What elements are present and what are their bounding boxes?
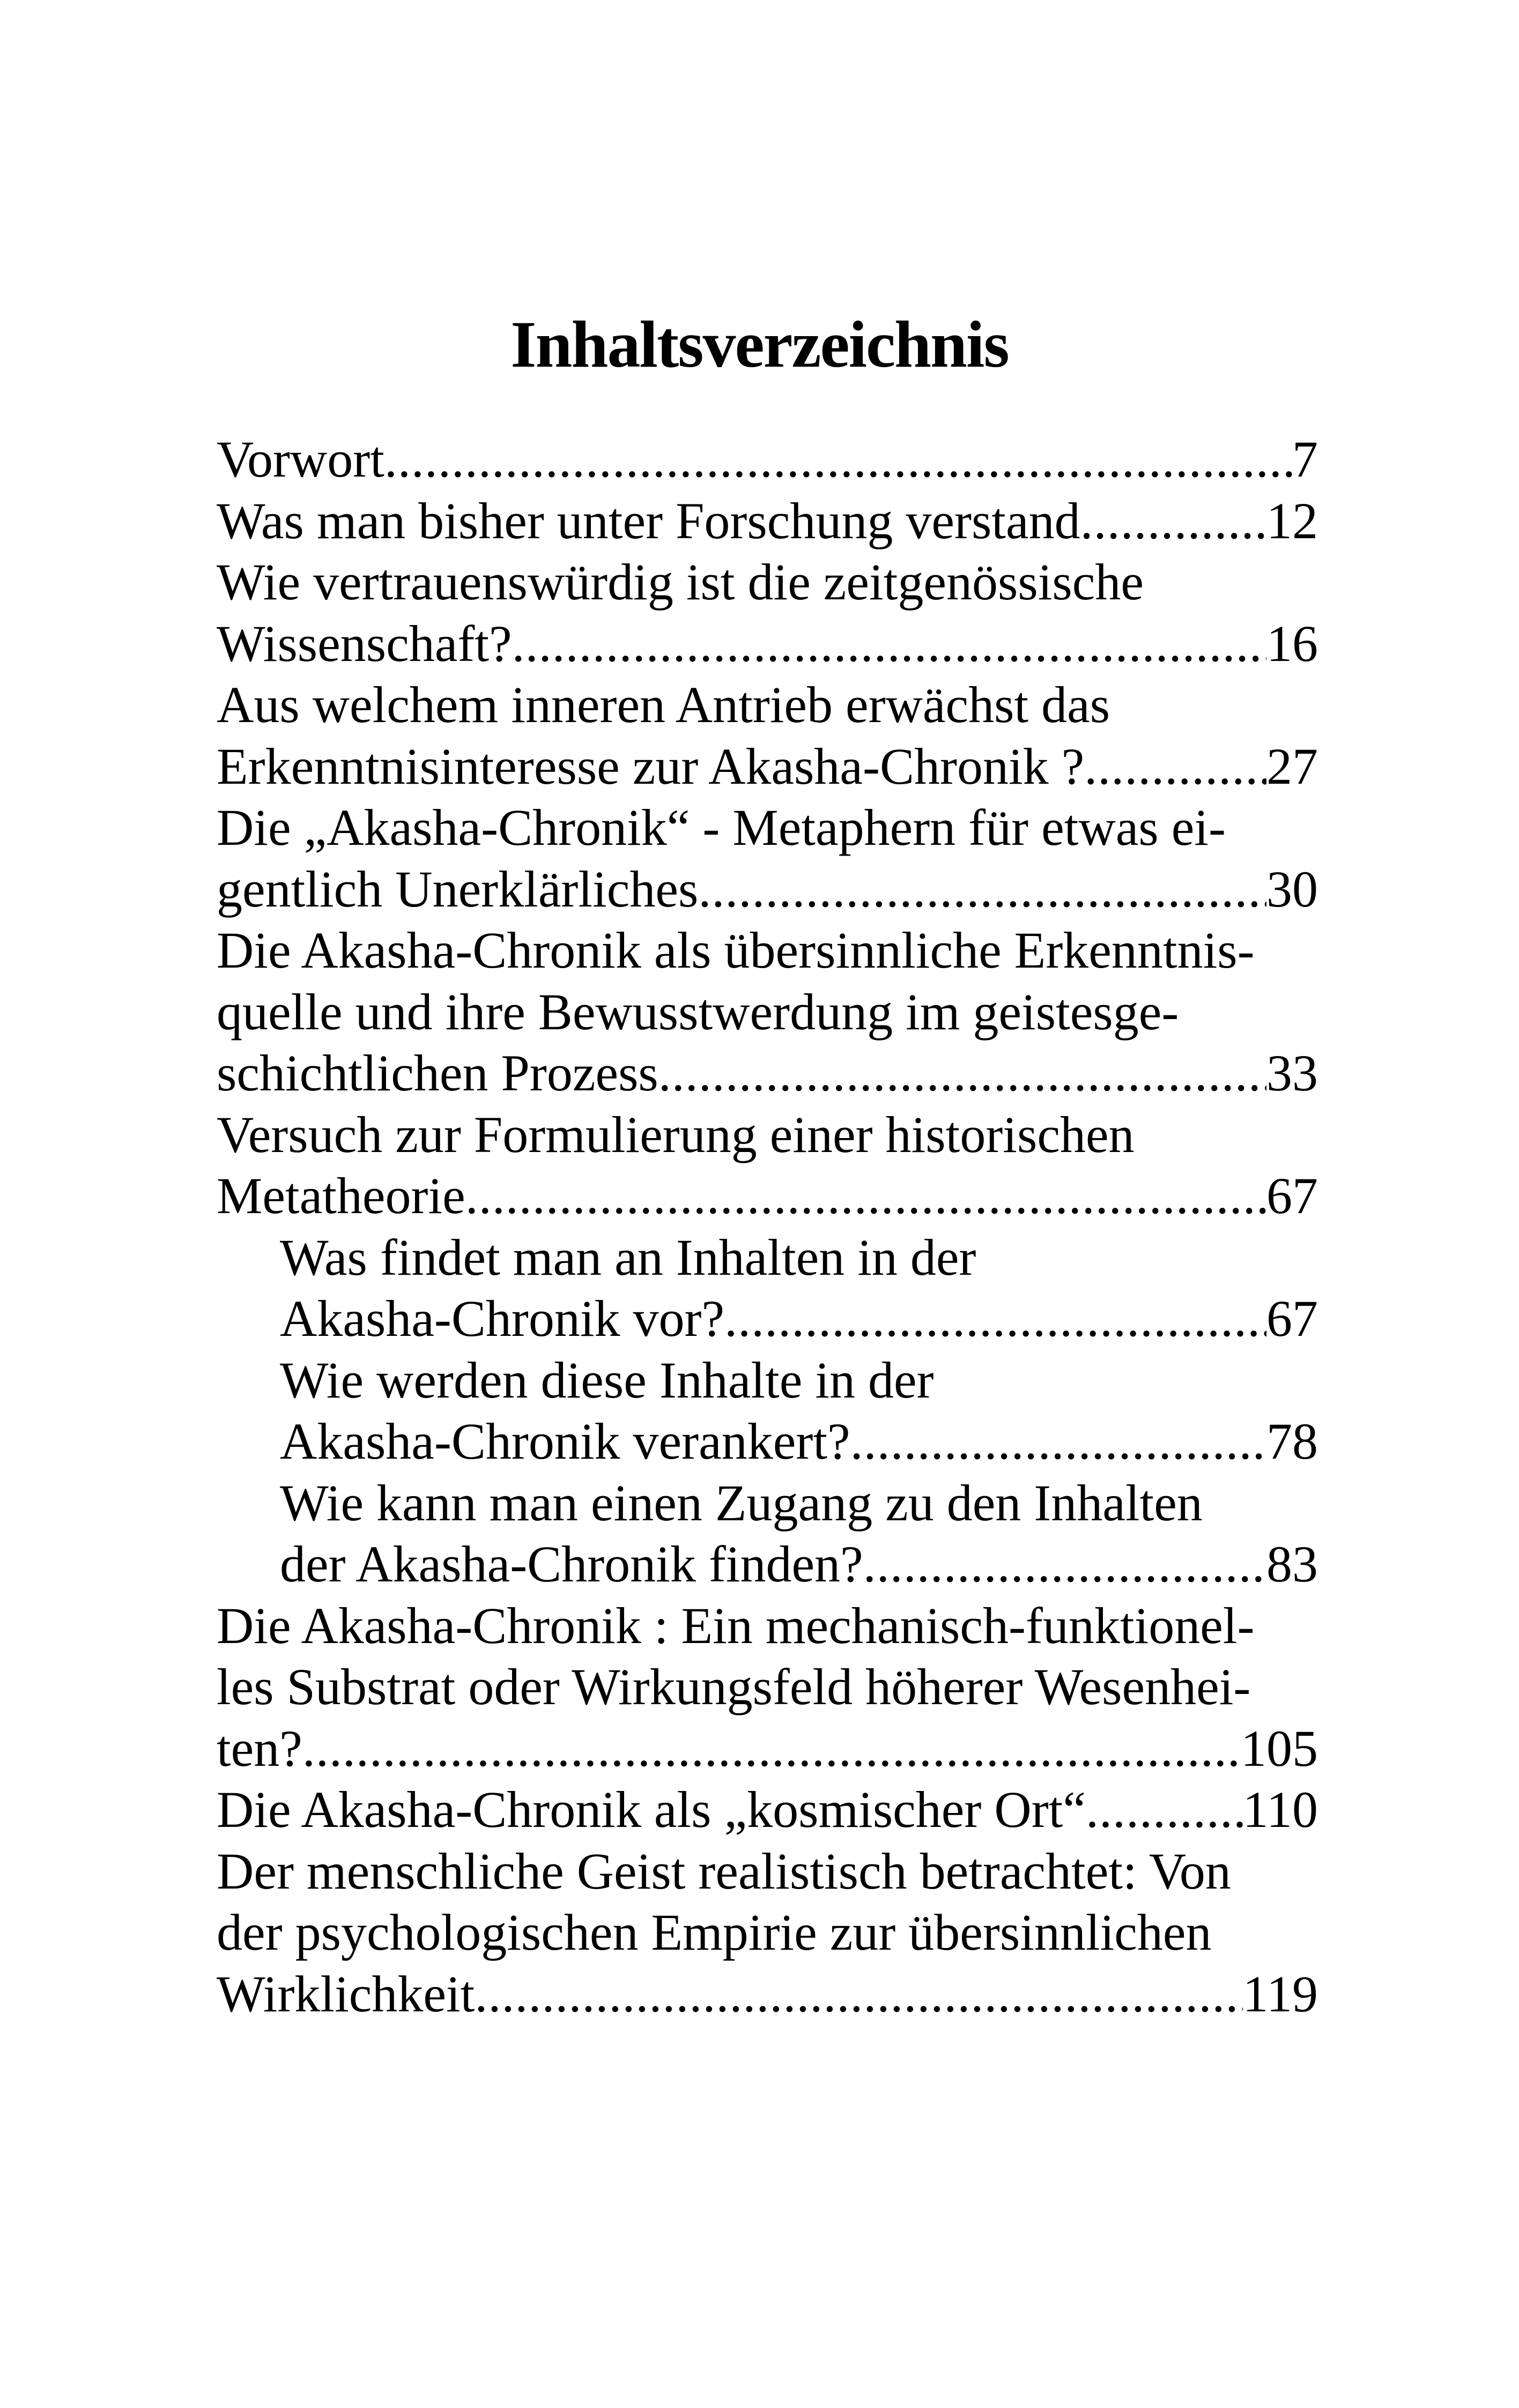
toc-subentry-inhalte bbox=[280, 1288, 1318, 1350]
toc-entry-metatheorie bbox=[217, 1165, 1318, 1227]
toc-entry-title: ten? bbox=[217, 1719, 302, 1777]
toc-entry-line: Die Akasha-Chronik als übersinnliche Erkenntnis- bbox=[217, 921, 1255, 979]
toc-entry-vorwort bbox=[217, 429, 1318, 490]
toc-entry-substrat bbox=[217, 1718, 1318, 1780]
dot-leader bbox=[465, 1165, 1266, 1227]
dot-leader bbox=[512, 613, 1266, 675]
toc-subentry-verankert bbox=[280, 1411, 1318, 1473]
toc-subentry-zugang bbox=[280, 1534, 1318, 1595]
toc-page-number: 83 bbox=[1266, 1535, 1318, 1593]
toc-page-number: 12 bbox=[1266, 492, 1318, 549]
toc-entry-title: schichtlichen Prozess bbox=[217, 1044, 658, 1102]
dot-leader bbox=[724, 1288, 1266, 1350]
toc-entry-line: les Substrat oder Wirkungsfeld höherer Wesenhei- bbox=[217, 1658, 1251, 1715]
toc-page-number: 7 bbox=[1292, 430, 1318, 488]
toc-entry-line: der psychologischen Empirie zur übersinnlichen bbox=[217, 1904, 1212, 1961]
toc-entry-line: Die „Akasha-Chronik“ - Metaphern für etwas ei- bbox=[217, 799, 1226, 856]
dot-leader bbox=[1086, 1779, 1243, 1841]
dot-leader bbox=[850, 1411, 1266, 1473]
toc-entry-wirklichkeit bbox=[217, 1964, 1318, 2025]
toc-page-number: 27 bbox=[1266, 737, 1318, 795]
toc-page-number: 30 bbox=[1266, 860, 1318, 918]
toc-entry-title: gentlich Unerklärliches bbox=[217, 860, 699, 918]
toc-page-number: 67 bbox=[1266, 1167, 1318, 1224]
toc-page-number: 67 bbox=[1266, 1290, 1318, 1347]
toc-entry-erkenntnisinteresse bbox=[217, 736, 1318, 798]
toc-entry-forschung bbox=[217, 490, 1318, 552]
toc-entry-prozess bbox=[217, 1043, 1318, 1104]
toc-entry-title: der Akasha-Chronik finden? bbox=[280, 1535, 863, 1593]
toc-page-number: 119 bbox=[1242, 1965, 1318, 2023]
toc-entry-title: Wissenschaft? bbox=[217, 614, 512, 672]
toc-entry-title: Wirklichkeit bbox=[217, 1965, 475, 2023]
dot-leader bbox=[698, 859, 1266, 920]
toc-entry-line: Die Akasha-Chronik : Ein mechanisch-funktionel- bbox=[217, 1596, 1255, 1654]
dot-leader bbox=[302, 1718, 1241, 1780]
toc-page-number: 105 bbox=[1241, 1719, 1318, 1777]
toc-page-number: 33 bbox=[1266, 1044, 1318, 1102]
toc-entry-metaphern bbox=[217, 859, 1318, 920]
dot-leader bbox=[384, 429, 1292, 490]
toc-entry-title: Metatheorie bbox=[217, 1167, 465, 1224]
toc-entry-wissenschaft bbox=[217, 613, 1318, 675]
dot-leader bbox=[1084, 736, 1266, 798]
toc-entry-line: Wie vertrauenswürdig ist die zeitgenössische bbox=[217, 553, 1144, 611]
dot-leader bbox=[1080, 490, 1266, 552]
dot-leader bbox=[863, 1534, 1266, 1595]
toc-subentry-line: Was findet man an Inhalten in der bbox=[280, 1228, 976, 1286]
toc-entry-title: Erkenntnisinteresse zur Akasha-Chronik ? bbox=[217, 737, 1085, 795]
toc-entry-line: quelle und ihre Bewusstwerdung im geistesge- bbox=[217, 983, 1179, 1041]
toc-entry-line: Aus welchem inneren Antrieb erwächst das bbox=[217, 676, 1110, 733]
toc-page-number: 16 bbox=[1266, 614, 1318, 672]
toc-subentry-line: Wie werden diese Inhalte in der bbox=[280, 1351, 934, 1409]
toc-page-number: 78 bbox=[1266, 1413, 1318, 1470]
page-title: Inhaltsverzeichnis bbox=[510, 308, 1009, 381]
toc-entry-title: Akasha-Chronik verankert? bbox=[280, 1413, 850, 1470]
toc-entry-title: Akasha-Chronik vor? bbox=[280, 1290, 725, 1347]
toc-page-number: 110 bbox=[1242, 1781, 1318, 1838]
table-of-contents bbox=[217, 429, 1318, 2025]
toc-entry-line: Versuch zur Formulierung einer historischen bbox=[217, 1105, 1135, 1163]
dot-leader bbox=[475, 1964, 1242, 2025]
dot-leader bbox=[658, 1043, 1266, 1104]
toc-entry-kosmischer-ort bbox=[217, 1779, 1318, 1841]
toc-entry-title: Vorwort bbox=[217, 430, 384, 488]
toc-subentry-line: Wie kann man einen Zugang zu den Inhalten bbox=[280, 1474, 1203, 1532]
toc-entry-title: Was man bisher unter Forschung verstand bbox=[217, 492, 1080, 549]
toc-entry-line: Der menschliche Geist realistisch betrachtet: Von bbox=[217, 1842, 1231, 1900]
toc-entry-title: Die Akasha-Chronik als „kosmischer Ort“ bbox=[217, 1781, 1086, 1838]
